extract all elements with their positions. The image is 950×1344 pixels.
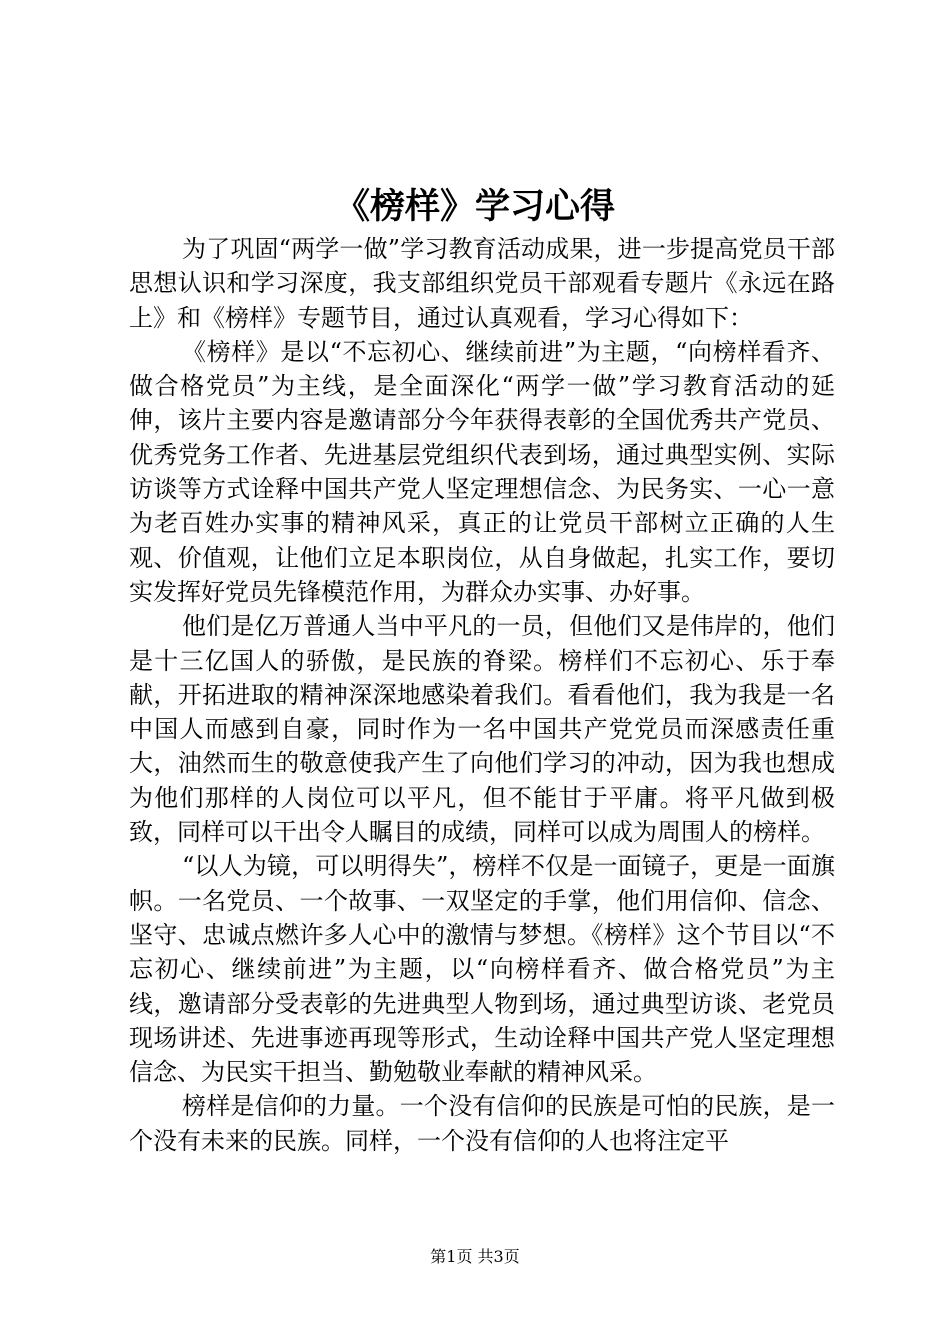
document-title: 《榜样》学习心得 — [334, 187, 615, 227]
document-body — [129, 232, 835, 1158]
paragraph-power-of-faith: 榜样是信仰的力量。一个没有信仰的民族是可怕的民族，是一个没有未来的民族。同样，一个没有信仰的人也将注定平 — [129, 1092, 835, 1155]
paragraph-ordinary-heroes: 他们是亿万普通人当中平凡的一员，但他们又是伟岸的，他们是十三亿国人的骄傲，是民族的脊梁。榜样们不忘初心、乐于奉献，开拓进取的精神深深地感染着我们。看看他们，我为我是一名中国人而感到自豪，同时作为一名中国共产党党员而深感责任重大，油然而生的敬意使我产生了向他们学习的冲动，因为我也想成为他们那样的人岗位可以平凡，但不能甘于平庸。将平凡做到极致，同样可以干出令人瞩目的成绩，同样可以成为周围人的榜样。 — [129, 612, 835, 847]
paragraph-intro: 为了巩固“两学一做”学习教育活动成果，进一步提高党员干部思想认识和学习深度，我支部组织党员干部观看专题片《永远在路上》和《榜样》专题节目，通过认真观看，学习心得如下： — [129, 235, 835, 332]
paragraph-bangyang-theme: 《榜样》是以“不忘初心、继续前进”为主题，“向榜样看齐、做合格党员”为主线，是全面深化“两学一做”学习教育活动的延伸，该片主要内容是邀请部分今年获得表彰的全国优秀共产党员、优秀党务工作者、先进基层党组织代表到场，通过典型实例、实际访谈等方式诠释中国共产党人坚定理想信念、为民务实、一心一意为老百姓办实事的精神风采，真正的让党员干部树立正确的人生观、价值观，让他们立足本职岗位，从自身做起，扎实工作，要切实发挥好党员先锋模范作用，为群众办实事、办好事。 — [129, 337, 835, 606]
page-footer: 第1页 共3页 — [430, 1247, 520, 1266]
paragraph-mirror-banner: “以人为镜，可以明得失”，榜样不仅是一面镜子，更是一面旗帜。一名党员、一个故事、一双坚定的手掌，他们用信仰、信念、坚守、忠诚点燃许多人心中的激情与梦想。《榜样》这个节目以“不忘初心、继续前进”为主题，以“向榜样看齐、做合格党员”为主线，邀请部分受表彰的先进典型人物到场，通过典型访谈、老党员现场讲述、先进事迹再现等形式，生动诠释中国共产党人坚定理想信念、为民实干担当、勤勉敬业奉献的精神风采。 — [129, 852, 835, 1087]
